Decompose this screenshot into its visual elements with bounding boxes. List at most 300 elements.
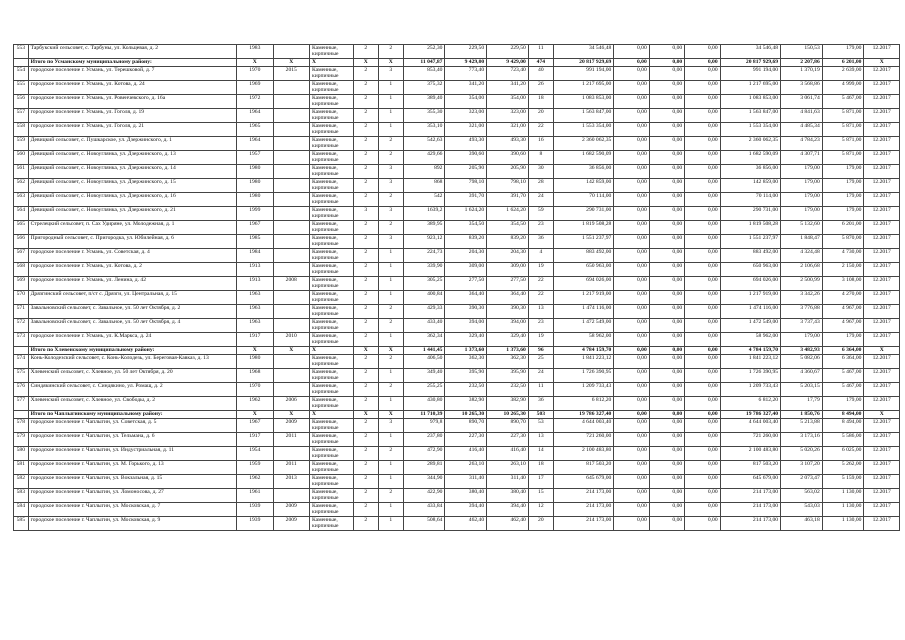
completion-date-cell: 12.2017 bbox=[864, 475, 900, 489]
total-area-cell: 224,73 bbox=[403, 249, 445, 263]
owner-funds-cell: 650 963,00 bbox=[720, 263, 780, 277]
residents-cell: 23 bbox=[528, 319, 553, 333]
row-number-cell: 571 bbox=[14, 305, 29, 319]
local-funds-cell: 0,00 bbox=[685, 475, 720, 489]
wall-material-cell: Каменные, кирпичные bbox=[309, 81, 353, 95]
unit-cost-cell: 179,00 bbox=[781, 193, 823, 207]
owner-funds-cell: 19 786 327,40 bbox=[720, 411, 780, 419]
table-body bbox=[14, 45, 900, 531]
unit-cost-cell: 463,18 bbox=[781, 517, 823, 531]
table-row bbox=[14, 165, 900, 179]
row-number-cell: 581 bbox=[14, 461, 29, 475]
residents-cell: 11 bbox=[528, 383, 553, 397]
entrances-cell: 2 bbox=[378, 151, 403, 165]
completion-date-cell: 12.2017 bbox=[864, 489, 900, 503]
regional-funds-cell: 0,00 bbox=[649, 461, 684, 475]
floors-cell: 2 bbox=[353, 333, 378, 347]
wall-material-cell: Каменные, кирпичные bbox=[309, 433, 353, 447]
max-unit-cost-cell: 1 130,00 bbox=[822, 489, 864, 503]
unit-cost-cell: 2 073,47 bbox=[781, 475, 823, 489]
row-number-cell: 561 bbox=[14, 165, 29, 179]
local-funds-cell: 0,00 bbox=[685, 207, 720, 221]
federal-funds-cell: 0,00 bbox=[614, 151, 649, 165]
regional-funds-cell: 0,00 bbox=[649, 369, 684, 383]
row-number-cell: 557 bbox=[14, 109, 29, 123]
wall-material-cell: Каменные, кирпичные bbox=[309, 489, 353, 503]
completion-date-cell: 12.2017 bbox=[864, 137, 900, 151]
completion-date-cell: 12.2017 bbox=[864, 235, 900, 249]
row-number-cell: 553 bbox=[14, 45, 29, 59]
owner-funds-cell: 1 563 847,00 bbox=[720, 109, 780, 123]
year-renovated-cell: 2010 bbox=[273, 333, 309, 347]
total-area-cell: 349,40 bbox=[403, 369, 445, 383]
regional-funds-cell: 0,00 bbox=[649, 503, 684, 517]
apartments-area-cell: 263,10 bbox=[487, 461, 529, 475]
max-unit-cost-cell: 6 364,00 bbox=[822, 355, 864, 369]
floors-cell: 2 bbox=[353, 109, 378, 123]
year-renovated-cell: X bbox=[273, 59, 309, 67]
apartments-area-cell: 341,20 bbox=[487, 81, 529, 95]
address-cell: Итого по Усманскому муниципальному району: bbox=[28, 59, 236, 67]
completion-date-cell: 12.2017 bbox=[864, 165, 900, 179]
federal-funds-cell: 0,00 bbox=[614, 165, 649, 179]
living-area-cell: 380,40 bbox=[445, 489, 487, 503]
federal-funds-cell: 0,00 bbox=[614, 355, 649, 369]
floors-cell: 2 bbox=[353, 45, 378, 59]
regional-funds-cell: 0,00 bbox=[649, 347, 684, 355]
local-funds-cell: 0,00 bbox=[685, 461, 720, 475]
federal-funds-cell: 0,00 bbox=[614, 109, 649, 123]
entrances-cell: 1 bbox=[378, 291, 403, 305]
table-row bbox=[14, 67, 900, 81]
year-renovated-cell bbox=[273, 45, 309, 59]
entrances-cell: 2 bbox=[378, 447, 403, 461]
owner-funds-cell: 1 474 116,00 bbox=[720, 305, 780, 319]
floors-cell: 2 bbox=[353, 179, 378, 193]
federal-funds-cell: 0,00 bbox=[614, 221, 649, 235]
federal-funds-cell: 0,00 bbox=[614, 249, 649, 263]
row-number-cell: 578 bbox=[14, 419, 29, 433]
residents-cell: 15 bbox=[528, 489, 553, 503]
year-renovated-cell bbox=[273, 319, 309, 333]
local-funds-cell: 0,00 bbox=[685, 369, 720, 383]
total-area-cell: 979,8 bbox=[403, 419, 445, 433]
max-unit-cost-cell: 6 364,00 bbox=[822, 347, 864, 355]
year-renovated-cell bbox=[273, 137, 309, 151]
year-renovated-cell bbox=[273, 447, 309, 461]
unit-cost-cell: 179,00 bbox=[781, 179, 823, 193]
local-funds-cell: 0,00 bbox=[685, 447, 720, 461]
owner-funds-cell: 70 114,00 bbox=[720, 193, 780, 207]
year-built-cell: 1957 bbox=[237, 151, 273, 165]
row-number-cell: 582 bbox=[14, 475, 29, 489]
entrances-cell: 2 bbox=[378, 355, 403, 369]
owner-funds-cell: 645 679,00 bbox=[720, 475, 780, 489]
row-number-cell: 570 bbox=[14, 291, 29, 305]
entrances-cell: X bbox=[378, 59, 403, 67]
total-cost-cell: 1 841 223,12 bbox=[553, 355, 613, 369]
apartments-area-cell: 204,30 bbox=[487, 249, 529, 263]
local-funds-cell: 0,00 bbox=[685, 179, 720, 193]
table-row bbox=[14, 137, 900, 151]
wall-material-cell: Каменные, кирпичные bbox=[309, 221, 353, 235]
year-built-cell: 1970 bbox=[237, 67, 273, 81]
max-unit-cost-cell: 179,00 bbox=[822, 165, 864, 179]
address-cell: городское поселение г. Усмань, ул. Ленина, д. 42 bbox=[28, 277, 236, 291]
table-row bbox=[14, 419, 900, 433]
wall-material-cell: Каменные, кирпичные bbox=[309, 109, 353, 123]
address-cell: городское поселение г. Усмань, ул. Котова, д. 2 bbox=[28, 263, 236, 277]
year-renovated-cell bbox=[273, 123, 309, 137]
apartments-area-cell: 395,90 bbox=[487, 369, 529, 383]
living-area-cell: 395,90 bbox=[445, 369, 487, 383]
local-funds-cell: 0,00 bbox=[685, 81, 720, 95]
table-row bbox=[14, 475, 900, 489]
wall-material-cell: Каменные, кирпичные bbox=[309, 369, 353, 383]
year-built-cell: 1980 bbox=[237, 193, 273, 207]
living-area-cell: 354,00 bbox=[445, 95, 487, 109]
address-cell: Стрелецкий сельсовет, п. Сах Удиряне, ул. Молодежная, д. 1 bbox=[28, 221, 236, 235]
total-area-cell: 430,80 bbox=[403, 397, 445, 411]
regional-funds-cell: 0,00 bbox=[649, 179, 684, 193]
living-area-cell: 364,40 bbox=[445, 291, 487, 305]
completion-date-cell: 12.2017 bbox=[864, 109, 900, 123]
row-number-cell: 565 bbox=[14, 221, 29, 235]
completion-date-cell: 12.2017 bbox=[864, 45, 900, 59]
wall-material-cell: Каменные, кирпичные bbox=[309, 319, 353, 333]
local-funds-cell: 0,00 bbox=[685, 109, 720, 123]
completion-date-cell: 12.2017 bbox=[864, 123, 900, 137]
apartments-area-cell: 205,90 bbox=[487, 165, 529, 179]
total-cost-cell: 6 812,20 bbox=[553, 397, 613, 411]
wall-material-cell: Каменные, кирпичные bbox=[309, 277, 353, 291]
federal-funds-cell: 0,00 bbox=[614, 263, 649, 277]
entrances-cell: 2 bbox=[378, 383, 403, 397]
federal-funds-cell: 0,00 bbox=[614, 95, 649, 109]
living-area-cell: 462,40 bbox=[445, 517, 487, 531]
year-built-cell: 1965 bbox=[237, 123, 273, 137]
federal-funds-cell: 0,00 bbox=[614, 67, 649, 81]
floors-cell: 2 bbox=[353, 221, 378, 235]
apartments-area-cell: 416,40 bbox=[487, 447, 529, 461]
living-area-cell: 323,00 bbox=[445, 109, 487, 123]
owner-funds-cell: 214 173,00 bbox=[720, 489, 780, 503]
living-area-cell: 798,10 bbox=[445, 179, 487, 193]
total-area-cell: 305,25 bbox=[403, 277, 445, 291]
row-number-cell: 569 bbox=[14, 277, 29, 291]
residents-cell: 19 bbox=[528, 263, 553, 277]
total-cost-cell: 883 492,00 bbox=[553, 249, 613, 263]
residents-cell: 13 bbox=[528, 433, 553, 447]
local-funds-cell: 0,00 bbox=[685, 383, 720, 397]
entrances-cell: 1 bbox=[378, 333, 403, 347]
entrances-cell: 1 bbox=[378, 109, 403, 123]
total-cost-cell: 1 819 508,28 bbox=[553, 221, 613, 235]
floors-cell: 2 bbox=[353, 249, 378, 263]
max-unit-cost-cell: 5 871,00 bbox=[822, 123, 864, 137]
address-cell: городское поселение г. Чаплыгин, ул. Московская, д. 9 bbox=[28, 517, 236, 531]
total-cost-cell: 36 856,00 bbox=[553, 165, 613, 179]
row-number-cell: 577 bbox=[14, 397, 29, 411]
address-cell: городское поселение г. Усмань, ул. Гоголя, д. 19 bbox=[28, 109, 236, 123]
year-renovated-cell bbox=[273, 369, 309, 383]
unit-cost-cell: 150,53 bbox=[781, 45, 823, 59]
regional-funds-cell: 0,00 bbox=[649, 59, 684, 67]
entrances-cell: 2 bbox=[378, 319, 403, 333]
table-row bbox=[14, 433, 900, 447]
wall-material-cell: Каменные, кирпичные bbox=[309, 503, 353, 517]
unit-cost-cell: 4 841,63 bbox=[781, 109, 823, 123]
year-renovated-cell bbox=[273, 109, 309, 123]
unit-cost-cell: 179,00 bbox=[781, 333, 823, 347]
max-unit-cost-cell: 179,00 bbox=[822, 45, 864, 59]
total-area-cell: 375,32 bbox=[403, 81, 445, 95]
row-number-cell: 559 bbox=[14, 137, 29, 151]
floors-cell: X bbox=[353, 347, 378, 355]
row-number-cell bbox=[14, 59, 29, 67]
address-cell: Итого по Чаплыгинскому муниципальному району: bbox=[28, 411, 236, 419]
owner-funds-cell: 214 173,00 bbox=[720, 517, 780, 531]
entrances-cell: 1 bbox=[378, 517, 403, 531]
total-cost-cell: 2 100 483,80 bbox=[553, 447, 613, 461]
max-unit-cost-cell: 179,00 bbox=[822, 179, 864, 193]
address-cell: городское поселение г. Чаплыгин, ул. Советская, д. 5 bbox=[28, 419, 236, 433]
total-area-cell: 344,90 bbox=[403, 475, 445, 489]
floors-cell: 2 bbox=[353, 503, 378, 517]
year-renovated-cell: 2009 bbox=[273, 419, 309, 433]
row-number-cell: 585 bbox=[14, 517, 29, 531]
owner-funds-cell: 1 682 590,09 bbox=[720, 151, 780, 165]
total-area-cell: 868 bbox=[403, 179, 445, 193]
federal-funds-cell: 0,00 bbox=[614, 81, 649, 95]
total-cost-cell: 1 726 390,95 bbox=[553, 369, 613, 383]
regional-funds-cell: 0,00 bbox=[649, 397, 684, 411]
entrances-cell: X bbox=[378, 347, 403, 355]
unit-cost-cell: 179,00 bbox=[781, 207, 823, 221]
residents-cell: 13 bbox=[528, 305, 553, 319]
total-cost-cell: 290 731,00 bbox=[553, 207, 613, 221]
wall-material-cell: Каменные, кирпичные bbox=[309, 235, 353, 249]
row-number-cell: 580 bbox=[14, 447, 29, 461]
unit-cost-cell: 3 061,74 bbox=[781, 95, 823, 109]
year-renovated-cell bbox=[273, 95, 309, 109]
row-number-cell: 564 bbox=[14, 207, 29, 221]
owner-funds-cell: 214 173,00 bbox=[720, 503, 780, 517]
max-unit-cost-cell: 3 108,00 bbox=[822, 277, 864, 291]
max-unit-cost-cell: 5 871,00 bbox=[822, 137, 864, 151]
year-renovated-cell: 2013 bbox=[273, 475, 309, 489]
residents-cell: 23 bbox=[528, 221, 553, 235]
year-renovated-cell bbox=[273, 165, 309, 179]
table-row bbox=[14, 45, 900, 59]
local-funds-cell: 0,00 bbox=[685, 419, 720, 433]
total-cost-cell: 20 817 929,69 bbox=[553, 59, 613, 67]
year-built-cell: 1917 bbox=[237, 333, 273, 347]
total-cost-cell: 1 682 590,09 bbox=[553, 151, 613, 165]
total-cost-cell: 4 644 003,40 bbox=[553, 419, 613, 433]
total-cost-cell: 1 083 853,00 bbox=[553, 95, 613, 109]
address-cell: городское поселение г. Чаплыгин, ул. Тельмана, д. 6 bbox=[28, 433, 236, 447]
local-funds-cell: 0,00 bbox=[685, 277, 720, 291]
apartments-area-cell: 329,40 bbox=[487, 333, 529, 347]
year-built-cell: 1967 bbox=[237, 221, 273, 235]
year-renovated-cell bbox=[273, 81, 309, 95]
floors-cell: X bbox=[353, 59, 378, 67]
address-cell: Девицкий сельсовет, с. Новоуглянка, ул. Дзержинского, д. 15 bbox=[28, 179, 236, 193]
table-row bbox=[14, 503, 900, 517]
residents-cell: 24 bbox=[528, 369, 553, 383]
owner-funds-cell: 1 726 390,95 bbox=[720, 369, 780, 383]
table-row bbox=[14, 517, 900, 531]
total-cost-cell: 694 026,00 bbox=[553, 277, 613, 291]
row-number-cell: 556 bbox=[14, 95, 29, 109]
wall-material-cell: Каменные, кирпичные bbox=[309, 333, 353, 347]
federal-funds-cell: 0,00 bbox=[614, 347, 649, 355]
apartments-area-cell: 839,20 bbox=[487, 235, 529, 249]
wall-material-cell: Каменные, кирпичные bbox=[309, 291, 353, 305]
row-number-cell: 576 bbox=[14, 383, 29, 397]
regional-funds-cell: 0,00 bbox=[649, 489, 684, 503]
floors-cell: 2 bbox=[353, 235, 378, 249]
total-cost-cell: 142 859,00 bbox=[553, 179, 613, 193]
table-row bbox=[14, 179, 900, 193]
unit-cost-cell: 5 203,15 bbox=[781, 383, 823, 397]
wall-material-cell: X bbox=[309, 59, 353, 67]
address-cell: Пригородный сельсовет, с. Пригородка, ул. Юбилейная, д. 6 bbox=[28, 235, 236, 249]
row-number-cell bbox=[14, 347, 29, 355]
total-area-cell: 362,34 bbox=[403, 333, 445, 347]
total-area-cell: 406,50 bbox=[403, 355, 445, 369]
apartments-area-cell: 890,70 bbox=[487, 419, 529, 433]
federal-funds-cell: 0,00 bbox=[614, 59, 649, 67]
regional-funds-cell: 0,00 bbox=[649, 235, 684, 249]
table-row bbox=[14, 151, 900, 165]
living-area-cell: 1 373,60 bbox=[445, 347, 487, 355]
table-row bbox=[14, 249, 900, 263]
residents-cell: 53 bbox=[528, 419, 553, 433]
entrances-cell: 2 bbox=[378, 221, 403, 235]
completion-date-cell: 12.2017 bbox=[864, 319, 900, 333]
year-built-cell: 1939 bbox=[237, 517, 273, 531]
year-renovated-cell bbox=[273, 383, 309, 397]
owner-funds-cell: 1 217 919,00 bbox=[720, 291, 780, 305]
year-renovated-cell: 2015 bbox=[273, 67, 309, 81]
wall-material-cell: Каменные, кирпичные bbox=[309, 397, 353, 411]
entrances-cell: 1 bbox=[378, 277, 403, 291]
entrances-cell: 3 bbox=[378, 165, 403, 179]
row-number-cell: 567 bbox=[14, 249, 29, 263]
wall-material-cell: Каменные, кирпичные bbox=[309, 355, 353, 369]
wall-material-cell: Каменные, кирпичные bbox=[309, 137, 353, 151]
local-funds-cell: 0,00 bbox=[685, 347, 720, 355]
local-funds-cell: 0,00 bbox=[685, 235, 720, 249]
unit-cost-cell: 5 213,88 bbox=[781, 419, 823, 433]
residents-cell: 8 bbox=[528, 151, 553, 165]
total-area-cell: 11 710,39 bbox=[403, 411, 445, 419]
owner-funds-cell: 2 100 483,80 bbox=[720, 447, 780, 461]
residents-cell: 96 bbox=[528, 347, 553, 355]
residents-cell: 59 bbox=[528, 207, 553, 221]
apartments-area-cell: 382,90 bbox=[487, 397, 529, 411]
address-cell: городское поселение г. Усмань, ул. Советская, д. 4 bbox=[28, 249, 236, 263]
year-built-cell: 1964 bbox=[237, 109, 273, 123]
entrances-cell: 3 bbox=[378, 419, 403, 433]
unit-cost-cell: 2 500,99 bbox=[781, 277, 823, 291]
regional-funds-cell: 0,00 bbox=[649, 109, 684, 123]
year-renovated-cell bbox=[273, 193, 309, 207]
completion-date-cell: X bbox=[864, 59, 900, 67]
entrances-cell: 1 bbox=[378, 95, 403, 109]
federal-funds-cell: 0,00 bbox=[614, 207, 649, 221]
local-funds-cell: 0,00 bbox=[685, 433, 720, 447]
total-cost-cell: 1 472 549,00 bbox=[553, 319, 613, 333]
living-area-cell: 354,50 bbox=[445, 221, 487, 235]
total-area-cell: 542,63 bbox=[403, 137, 445, 151]
local-funds-cell: 0,00 bbox=[685, 45, 720, 59]
total-cost-cell: 214 173,00 bbox=[553, 503, 613, 517]
owner-funds-cell: 20 817 929,69 bbox=[720, 59, 780, 67]
residents-cell: 18 bbox=[528, 461, 553, 475]
apartments-area-cell: 354,00 bbox=[487, 95, 529, 109]
total-cost-cell: 19 786 327,40 bbox=[553, 411, 613, 419]
unit-cost-cell: 4 324,48 bbox=[781, 249, 823, 263]
table-row bbox=[14, 123, 900, 137]
table-row bbox=[14, 333, 900, 347]
apartments-area-cell: 9 429,00 bbox=[487, 59, 529, 67]
year-renovated-cell bbox=[273, 207, 309, 221]
regional-funds-cell: 0,00 bbox=[649, 517, 684, 531]
wall-material-cell: Каменные, кирпичные bbox=[309, 305, 353, 319]
entrances-cell: 2 bbox=[378, 489, 403, 503]
floors-cell: 2 bbox=[353, 517, 378, 531]
address-cell: Тарбукский сельсовет, с. Тарбуны, ул. Кольцевая, д. 2 bbox=[28, 45, 236, 59]
unit-cost-cell: 179,00 bbox=[781, 165, 823, 179]
federal-funds-cell: 0,00 bbox=[614, 503, 649, 517]
year-renovated-cell bbox=[273, 249, 309, 263]
year-renovated-cell bbox=[273, 305, 309, 319]
federal-funds-cell: 0,00 bbox=[614, 433, 649, 447]
total-cost-cell: 991 194,00 bbox=[553, 67, 613, 81]
table-row bbox=[14, 291, 900, 305]
floors-cell: 2 bbox=[353, 123, 378, 137]
row-number-cell: 555 bbox=[14, 81, 29, 95]
year-renovated-cell: X bbox=[273, 347, 309, 355]
completion-date-cell: 12.2017 bbox=[864, 221, 900, 235]
federal-funds-cell: 0,00 bbox=[614, 291, 649, 305]
year-built-cell: 1972 bbox=[237, 95, 273, 109]
living-area-cell: 416,40 bbox=[445, 447, 487, 461]
total-area-cell: 255,25 bbox=[403, 383, 445, 397]
apartments-area-cell: 227,30 bbox=[487, 433, 529, 447]
local-funds-cell: 0,00 bbox=[685, 165, 720, 179]
regional-funds-cell: 0,00 bbox=[649, 383, 684, 397]
year-built-cell: 1980 bbox=[237, 179, 273, 193]
row-number-cell: 584 bbox=[14, 503, 29, 517]
max-unit-cost-cell: 6 201,00 bbox=[822, 221, 864, 235]
floors-cell: 2 bbox=[353, 193, 378, 207]
total-row bbox=[14, 411, 900, 419]
year-built-cell: 1999 bbox=[237, 207, 273, 221]
federal-funds-cell: 0,00 bbox=[614, 305, 649, 319]
max-unit-cost-cell: 5 586,00 bbox=[822, 433, 864, 447]
total-cost-cell: 70 114,00 bbox=[553, 193, 613, 207]
entrances-cell: 2 bbox=[378, 45, 403, 59]
owner-funds-cell: 1 472 549,00 bbox=[720, 319, 780, 333]
wall-material-cell: Каменные, кирпичные bbox=[309, 45, 353, 59]
residents-cell: 503 bbox=[528, 411, 553, 419]
register-sheet bbox=[13, 44, 900, 531]
total-cost-cell: 1 217 919,00 bbox=[553, 291, 613, 305]
